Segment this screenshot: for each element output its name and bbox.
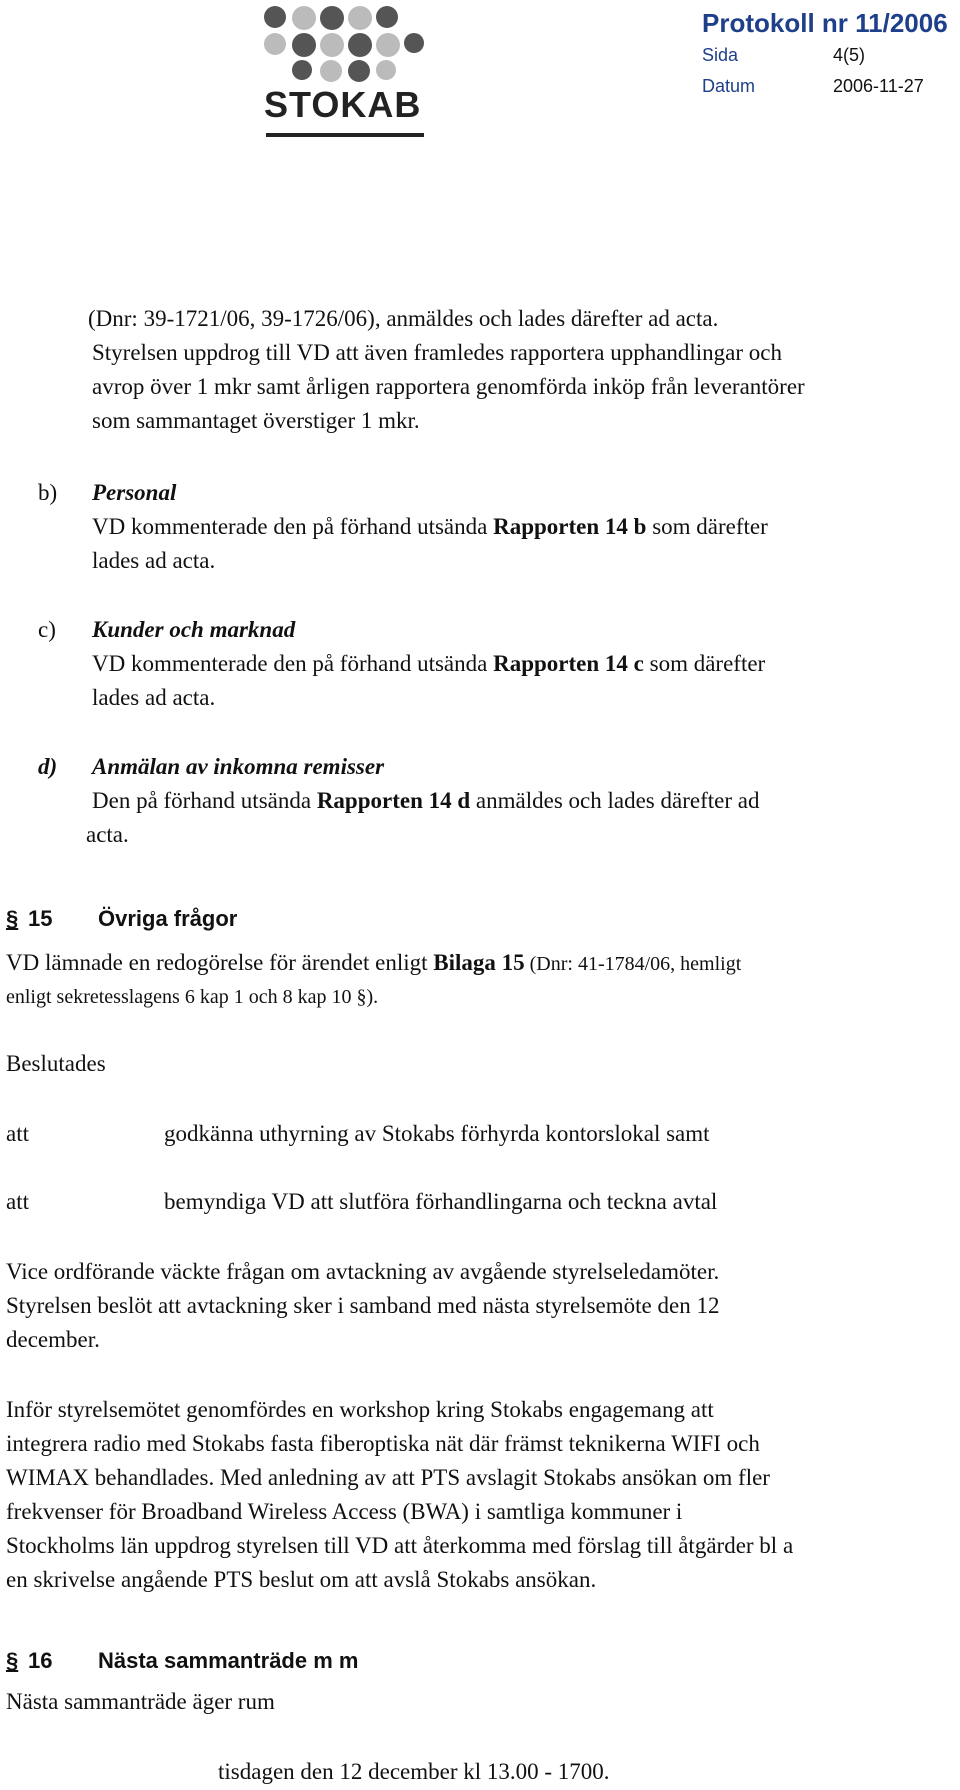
section-16-line-2: tisdagen den 12 december kl 13.00 - 1700. xyxy=(218,1759,610,1784)
section-15-line-1: VD lämnade en redogörelse för ärendet enligt Bilaga 15 (Dnr: 41-1784/06, hemligt xyxy=(6,950,742,975)
logo-dot xyxy=(264,6,286,28)
section-16-title: Nästa sammanträde m m xyxy=(98,1648,359,1673)
page-label: Sida xyxy=(702,45,739,65)
item-c-letter: c) xyxy=(38,617,56,642)
paragraph-2-line-6: en skrivelse angående PTS beslut om att avslå Stokabs ansökan. xyxy=(6,1567,597,1592)
item-c-line-2: lades ad acta. xyxy=(92,685,216,710)
logo-dot xyxy=(320,60,342,82)
decision-2-prefix: att xyxy=(6,1189,29,1214)
decided-heading: Beslutades xyxy=(6,1051,106,1076)
intro-line-4: som sammantaget överstiger 1 mkr. xyxy=(92,408,420,433)
item-d-line-1: Den på förhand utsända Rapporten 14 d anmäldes och lades därefter ad xyxy=(92,788,760,813)
item-c-line-1: VD kommenterade den på förhand utsända Rapporten 14 c som därefter xyxy=(92,651,766,676)
page-number: 4(5) xyxy=(833,45,866,65)
logo-dot xyxy=(376,60,396,80)
section-15-title: Övriga frågor xyxy=(98,906,238,931)
logo-dot xyxy=(292,33,316,57)
item-d-letter: d) xyxy=(38,754,58,779)
logo-dot xyxy=(376,6,398,28)
decision-2-text: bemyndiga VD att slutföra förhandlingarna och teckna avtal xyxy=(164,1189,718,1214)
section-16-number: 16 xyxy=(28,1648,53,1673)
logo-dot xyxy=(292,60,312,80)
item-b-letter: b) xyxy=(38,480,58,505)
intro-line-2: Styrelsen uppdrog till VD att även framledes rapportera upphandlingar och xyxy=(92,340,783,365)
logo-dot xyxy=(320,6,344,30)
paragraph-1-line-2: Styrelsen beslöt att avtackning sker i samband med nästa styrelsemöte den 12 xyxy=(6,1293,720,1318)
logo-dot xyxy=(320,33,344,57)
paragraph-sign-icon: § xyxy=(6,906,19,931)
paragraph-2-line-4: frekvenser för Broadband Wireless Access (BWA) i samtliga kommuner i xyxy=(6,1499,683,1524)
paragraph-1-line-1: Vice ordförande väckte frågan om avtackning av avgående styrelseledamöter. xyxy=(6,1259,720,1284)
section-15-line-2: enligt sekretesslagens 6 kap 1 och 8 kap 10 §). xyxy=(6,986,379,1008)
stokab-logo xyxy=(258,6,433,146)
paragraph-1-line-3: december. xyxy=(6,1327,100,1352)
item-c-title: Kunder och marknad xyxy=(92,617,296,642)
item-b-line-2: lades ad acta. xyxy=(92,548,216,573)
logo-dot xyxy=(404,33,424,53)
logo-underline xyxy=(266,133,424,137)
paragraph-2-line-5: Stockholms län uppdrog styrelsen till VD att återkomma med förslag till åtgärder bl a xyxy=(6,1533,794,1558)
item-d-title: Anmälan av inkomna remisser xyxy=(92,754,385,779)
intro-line-1: (Dnr: 39-1721/06, 39-1726/06), anmäldes och lades därefter ad acta. xyxy=(88,306,719,331)
decision-1-text: godkänna uthyrning av Stokabs förhyrda kontorslokal samt xyxy=(164,1121,710,1146)
decision-1-prefix: att xyxy=(6,1121,29,1146)
item-b-title: Personal xyxy=(92,480,177,505)
logo-dot xyxy=(348,6,372,30)
logo-dot xyxy=(348,33,372,57)
logo-dot xyxy=(292,6,316,30)
section-16-line-1: Nästa sammanträde äger rum xyxy=(6,1689,275,1714)
logo-dot xyxy=(264,33,286,55)
section-15-number: 15 xyxy=(28,906,53,931)
section-16-heading xyxy=(6,1644,358,1678)
logo-wordmark: STOKAB xyxy=(264,84,422,125)
paragraph-2-line-3: WIMAX behandlades. Med anledning av att PTS avslagit Stokabs ansökan om fler xyxy=(6,1465,770,1490)
paragraph-2-line-1: Inför styrelsemötet genomfördes en workshop kring Stokabs engagemang att xyxy=(6,1397,714,1422)
document-title: Protokoll nr 11/2006 xyxy=(702,8,948,38)
logo-dot xyxy=(348,60,370,82)
logo-dot xyxy=(376,33,400,57)
date-value: 2006-11-27 xyxy=(833,76,924,96)
paragraph-sign-icon: § xyxy=(6,1648,19,1673)
item-b-line-1: VD kommenterade den på förhand utsända Rapporten 14 b som därefter xyxy=(92,514,768,539)
section-15-heading xyxy=(6,902,237,936)
intro-line-3: avrop över 1 mkr samt årligen rapportera genomförda inköp från leverantörer xyxy=(92,374,805,399)
item-d-line-2: acta. xyxy=(86,822,129,847)
date-label: Datum xyxy=(702,76,756,96)
paragraph-2-line-2: integrera radio med Stokabs fasta fiberoptiska nät där främst teknikerna WIFI och xyxy=(6,1431,760,1456)
